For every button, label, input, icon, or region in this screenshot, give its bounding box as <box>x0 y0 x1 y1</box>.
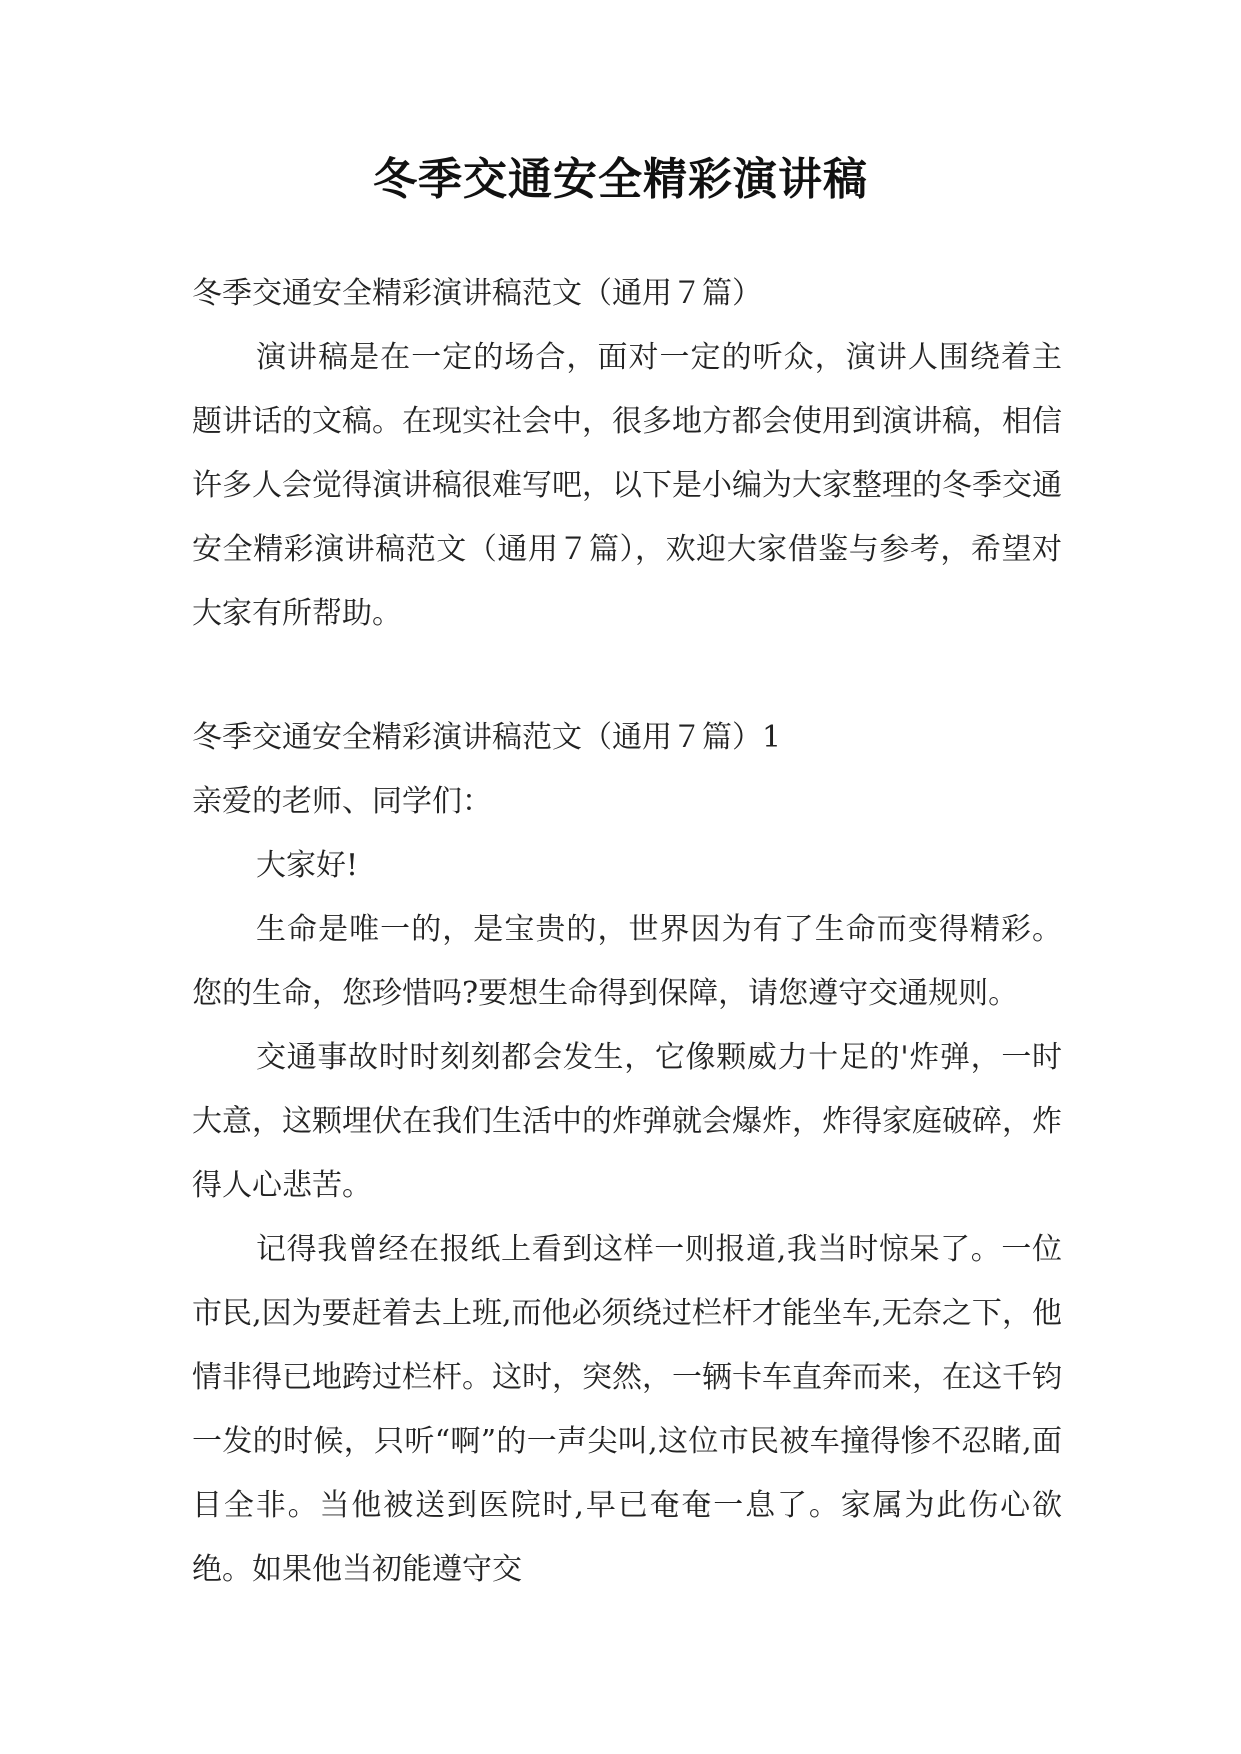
body-paragraph: 记得我曾经在报纸上看到这样一则报道,我当时惊呆了。一位市民,因为要赶着去上班,而他必须绕过栏杆才能坐车,无奈之下，他情非得已地跨过栏杆。这时，突然，一辆卡车直奔而来，在这千钧一发的时候，只听“啊”的一声尖叫,这位市民被车撞得惨不忍睹,面目全非。当他被送到医院时,早已奄奄一息了。家属为此伤心欲绝。如果他当初能遵守交 <box>192 1232 1062 1587</box>
body-paragraph: 生命是唯一的，是宝贵的，世界因为有了生命而变得精彩。您的生命，您珍惜吗?要想生命得到保障，请您遵守交通规则。 <box>192 912 1062 1011</box>
greeting: 大家好! <box>256 848 359 883</box>
section-heading: 冬季交通安全精彩演讲稿范文（通用７篇）1 <box>192 720 782 755</box>
section-spacer <box>192 646 1062 706</box>
salutation: 亲爱的老师、同学们： <box>192 784 492 819</box>
document-title: 冬季交通安全精彩演讲稿 <box>373 154 868 205</box>
document-body <box>192 262 1062 1602</box>
body-paragraph: 交通事故时时刻刻都会发生，它像颗威力十足的'炸弹，一时大意，这颗埋伏在我们生活中的炸弹就会爆炸，炸得家庭破碎，炸得人心悲苦。 <box>192 1040 1062 1203</box>
document-subtitle: 冬季交通安全精彩演讲稿范文（通用７篇） <box>192 276 762 311</box>
intro-paragraph: 演讲稿是在一定的场合，面对一定的听众，演讲人围绕着主题讲话的文稿。在现实社会中，很多地方都会使用到演讲稿，相信许多人会觉得演讲稿很难写吧，以下是小编为大家整理的冬季交通安全精彩演讲稿范文（通用７篇），欢迎大家借鉴与参考，希望对大家有所帮助。 <box>192 340 1062 631</box>
